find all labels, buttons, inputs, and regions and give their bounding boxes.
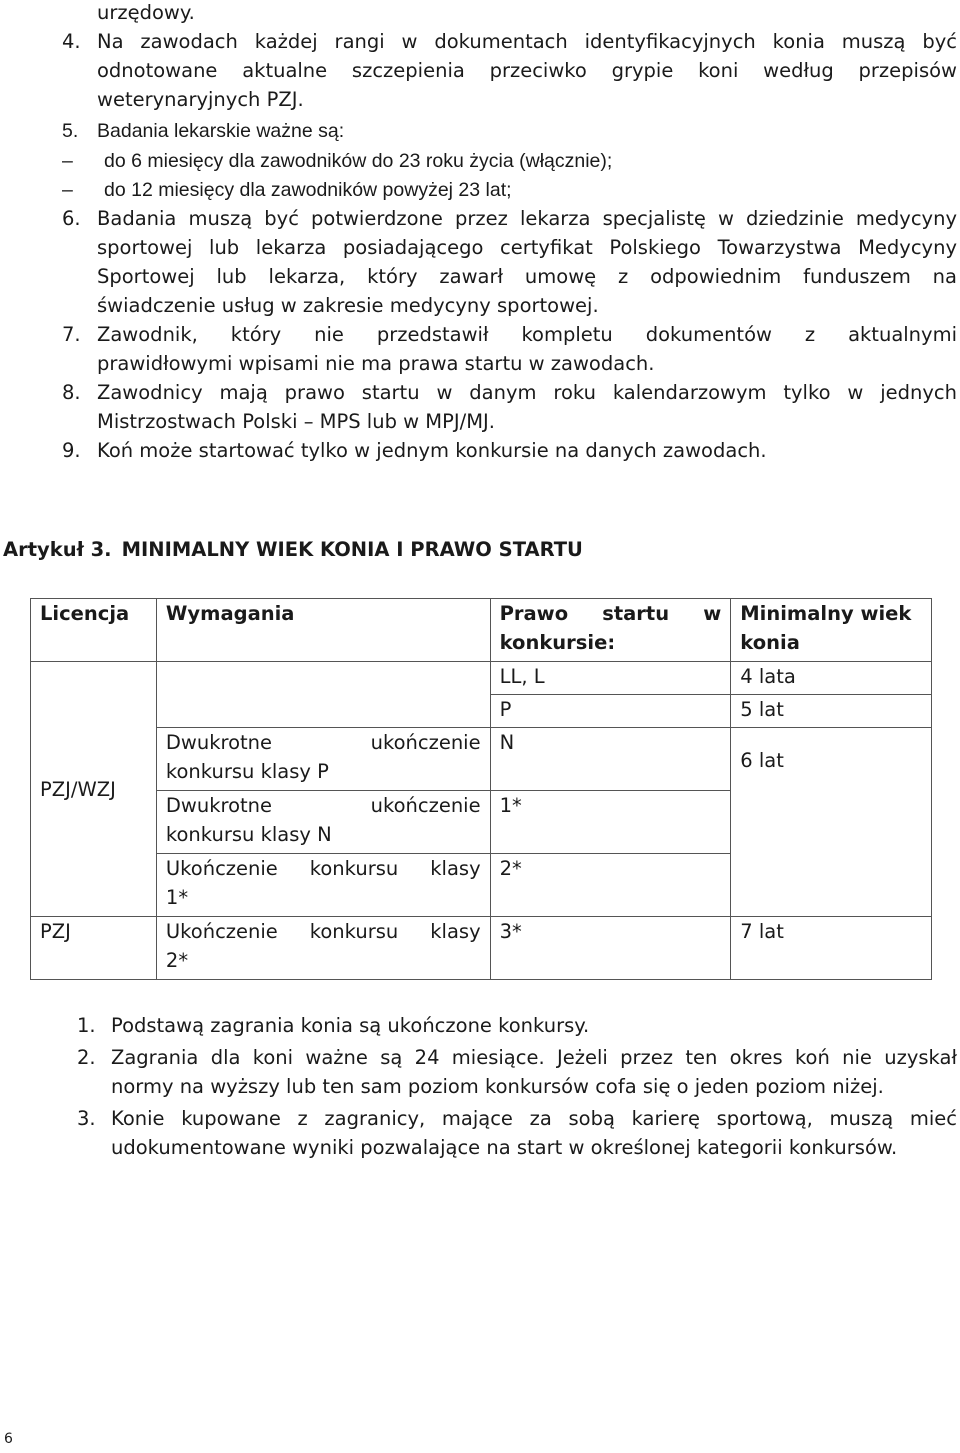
- wymagania-cell: [156, 854, 490, 917]
- dash-bullet: –: [62, 179, 73, 201]
- list-item-6-line-1: Badania muszą być potwierdzone przez lekarza specjalistę w dziedzinie medycyny: [97, 207, 957, 230]
- article-label: Artykuł 3.: [3, 538, 112, 561]
- wymagania-cell: [156, 917, 490, 980]
- wymagania-empty: [156, 662, 490, 728]
- header-licencja: Licencja: [31, 599, 157, 662]
- footnote-3-line-1: Konie kupowane z zagranicy, mające za sobą karierę sportową, muszą mieć: [111, 1107, 957, 1130]
- wiek-cell: 4 lata: [731, 662, 932, 695]
- wymagania-line-1: Dwukrotne ukończenie: [165, 731, 481, 754]
- prawo-cell: P: [490, 695, 731, 728]
- article-title: MINIMALNY WIEK KONIA I PRAWO STARTU: [121, 538, 583, 561]
- dash-item-1: do 6 miesięcy dla zawodników do 23 roku życia (włącznie);: [104, 150, 613, 172]
- list-item-8-line-2: Mistrzostwach Polski – MPS lub w MPJ/MJ.: [97, 410, 495, 433]
- wymagania-line-2: konkursu klasy P: [165, 760, 329, 783]
- list-number: 8.: [62, 381, 81, 404]
- list-item-4-line-1: Na zawodach każdej rangi w dokumentach identyfikacyjnych konia muszą być: [97, 30, 957, 53]
- wymagania-cell: [156, 728, 490, 791]
- footnote-1-line-1: Podstawą zagrania konia są ukończone konkursy.: [111, 1014, 590, 1037]
- wiek-cell: 5 lat: [731, 695, 932, 728]
- wiek-cell: 7 lat: [731, 917, 932, 980]
- list-number: 9.: [62, 439, 81, 462]
- list-number: 7.: [62, 323, 81, 346]
- footnote-number: 1.: [77, 1014, 96, 1037]
- licencja-pzj-wzj: PZJ/WZJ: [31, 662, 157, 917]
- header-wymagania: Wymagania: [156, 599, 490, 662]
- footnote-number: 2.: [77, 1046, 96, 1069]
- header-prawo-line-1: Prawo startu w: [499, 602, 722, 625]
- wymagania-line-1: Ukończenie konkursu klasy: [165, 857, 481, 880]
- page-number: 6: [4, 1431, 13, 1447]
- table-row: [31, 917, 932, 980]
- wiek-cell: 6 lat: [731, 728, 932, 917]
- list-number: 6.: [62, 207, 81, 230]
- wymagania-line-2: 2*: [165, 949, 189, 972]
- footnote-number: 3.: [77, 1107, 96, 1130]
- list-item-5-line-1: Badania lekarskie ważne są:: [97, 120, 345, 142]
- prawo-cell: 2*: [490, 854, 731, 917]
- footnote-3-line-2: udokumentowane wyniki pozwalające na start w określonej kategorii konkursów.: [111, 1136, 898, 1159]
- header-prawo-line-2: konkursie:: [499, 631, 616, 654]
- list-item-8-line-1: Zawodnicy mają prawo startu w danym roku kalendarzowym tylko w jednych: [97, 381, 957, 404]
- footnote-2-line-2: normy na wyższy lub ten sam poziom konkursów cofa się o jeden poziom niżej.: [111, 1075, 884, 1098]
- dash-item-2: do 12 miesięcy dla zawodników powyżej 23 lat;: [104, 179, 512, 201]
- list-item-9-line-1: Koń może startować tylko w jednym konkursie na danych zawodach.: [97, 439, 767, 462]
- list-number: 4.: [62, 30, 81, 53]
- list-item-6-line-4: świadczenie usług w zakresie medycyny sportowej.: [97, 294, 599, 317]
- list-item-4-line-3: weterynaryjnych PZJ.: [97, 88, 304, 111]
- dash-bullet: –: [62, 150, 73, 172]
- header-wiek: Minimalny wiek konia: [731, 599, 932, 662]
- article-heading: [3, 535, 583, 564]
- table-row: [31, 662, 932, 695]
- list-item-4-line-2: odnotowane aktualne szczepienia przeciwko grypie koni według przepisów: [97, 59, 957, 82]
- wymagania-line-2: konkursu klasy N: [165, 823, 332, 846]
- prawo-cell: LL, L: [490, 662, 731, 695]
- continued-text: urzędowy.: [97, 1, 195, 24]
- wymagania-cell: [156, 791, 490, 854]
- wymagania-line-1: Ukończenie konkursu klasy: [165, 920, 481, 943]
- footnote-2-line-1: Zagrania dla koni ważne są 24 miesiące. Jeżeli przez ten okres koń nie uzyskał: [111, 1046, 957, 1069]
- list-item-6-line-3: Sportowej lub lekarza, który zawarł umowę z odpowiednim funduszem na: [97, 265, 957, 288]
- wymagania-line-2: 1*: [165, 886, 189, 909]
- licencja-pzj: PZJ: [31, 917, 157, 980]
- header-prawo: [490, 599, 731, 662]
- list-number: 5.: [62, 120, 79, 142]
- prawo-cell: 3*: [490, 917, 731, 980]
- prawo-cell: N: [490, 728, 731, 791]
- table-row: [31, 728, 932, 791]
- wymagania-line-1: Dwukrotne ukończenie: [165, 794, 481, 817]
- list-item-6-line-2: sportowej lub lekarza posiadającego certyfikat Polskiego Towarzystwa Medycyny: [97, 236, 957, 259]
- table-header-row: [31, 599, 932, 662]
- list-item-7-line-1: Zawodnik, który nie przedstawił kompletu dokumentów z aktualnymi: [97, 323, 957, 346]
- requirements-table: [30, 598, 932, 980]
- list-item-7-line-2: prawidłowymi wpisami nie ma prawa startu w zawodach.: [97, 352, 655, 375]
- prawo-cell: 1*: [490, 791, 731, 854]
